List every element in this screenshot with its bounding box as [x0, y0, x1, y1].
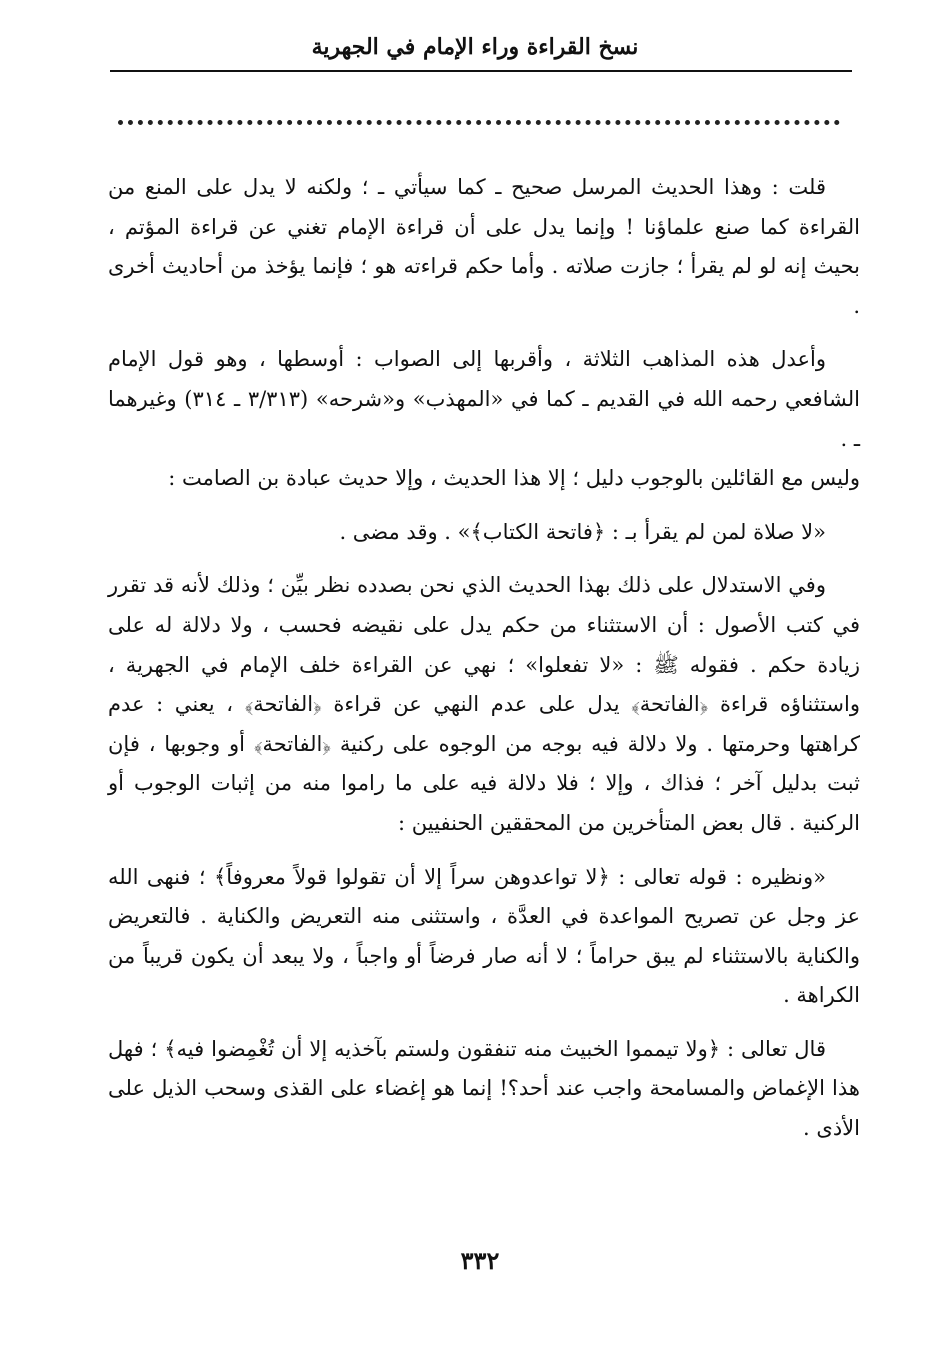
header-rule	[110, 70, 852, 72]
paragraph-5: وفي الاستدلال على ذلك بهذا الحديث الذي نحن بصدده نظر بيِّن ؛ وذلك لأنه قد تقرر في كتب الأصول : أن الاستثناء من حكم يدل على نقيضه فحسب ، ولا دلالة له على زيادة حكم . فقوله ﷺ : «لا تفعلوا» ؛ نهي عن القراءة خلف الإمام في الجهرية ، واستثناؤه قراءة ﴿الفاتحة﴾ يدل على عدم النهي عن قراءة ﴿الفاتحة﴾ ، يعني : عدم كراهتها وحرمتها . ولا دلالة فيه بوجه من الوجوه على ركنية ﴿الفاتحة﴾ أو وجوبها ، فإن ثبت بدليل آخر ؛ فذاك ، وإلا ؛ فلا دلالة فيه على ما راموا منه من إثبات الوجوب أو الركنية . قال بعض المتأخرين من المحققين الحنفيين :	[108, 573, 860, 835]
body-text	[108, 168, 860, 1163]
paragraph-3: وليس مع القائلين بالوجوب دليل ؛ إلا هذا الحديث ، وإلا حديث عبادة بن الصامت :	[168, 466, 860, 491]
paragraph-2: وأعدل هذه المذاهب الثلاثة ، وأقربها إلى الصواب : أوسطها ، وهو قول الإمام الشافعي رحمه الله في القديم ـ كما في «المهذب» و«شرحه» (٣/٣١٣ ـ ٣١٤) وغيرهما ـ .	[108, 347, 860, 451]
paragraph-7: قال تعالى : ﴿ولا تيمموا الخبيث منه تنفقون ولستم بآخذيه إلا أن تُغْمِضوا فيه﴾ ؛ فهل هذا الإغماض والمسامحة واجب عند أحد؟! إنما هو إغضاء على القذى وسحب الذيل على الأذى .	[108, 1036, 860, 1141]
paragraph-1: قلت : وهذا الحديث المرسل صحيح ـ كما سيأتي ـ ؛ ولكنه لا يدل على المنع من القراءة كما صنع علماؤنا ! وإنما يدل على أن قراءة الإمام تغني عن قراءة المؤتم ، بحيث إنه لو لم يقرأ ؛ جازت صلاته . وأما حكم قراءته هو ؛ فإنما يؤخذ من أحاديث أخرى .	[108, 175, 860, 318]
running-head-title: نسخ القراءة وراء الإمام في الجهرية	[311, 34, 639, 60]
paragraph-4-hadith-quote: «لا صلاة لمن لم يقرأ بـ : ﴿فاتحة الكتاب﴾» . وقد مضى .	[339, 519, 826, 544]
dotted-separator	[118, 120, 840, 125]
paragraph-6-quote: «ونظيره : قوله تعالى : ﴿لا تواعدوهن سراً إلا أن تقولوا قولاً معروفاً﴾ ؛ فنهى الله عز وجل عن تصريح المواعدة في العدَّة ، واستثنى منه التعريض والكناية . فالتعريض والكناية بالاستثناء لم يبق حراماً ؛ لا أنه صار فرضاً أو واجباً ، ولا يبعد أن يكون قريباً من الكراهة .	[108, 864, 860, 1008]
page-number: ٣٣٢	[460, 1246, 500, 1275]
